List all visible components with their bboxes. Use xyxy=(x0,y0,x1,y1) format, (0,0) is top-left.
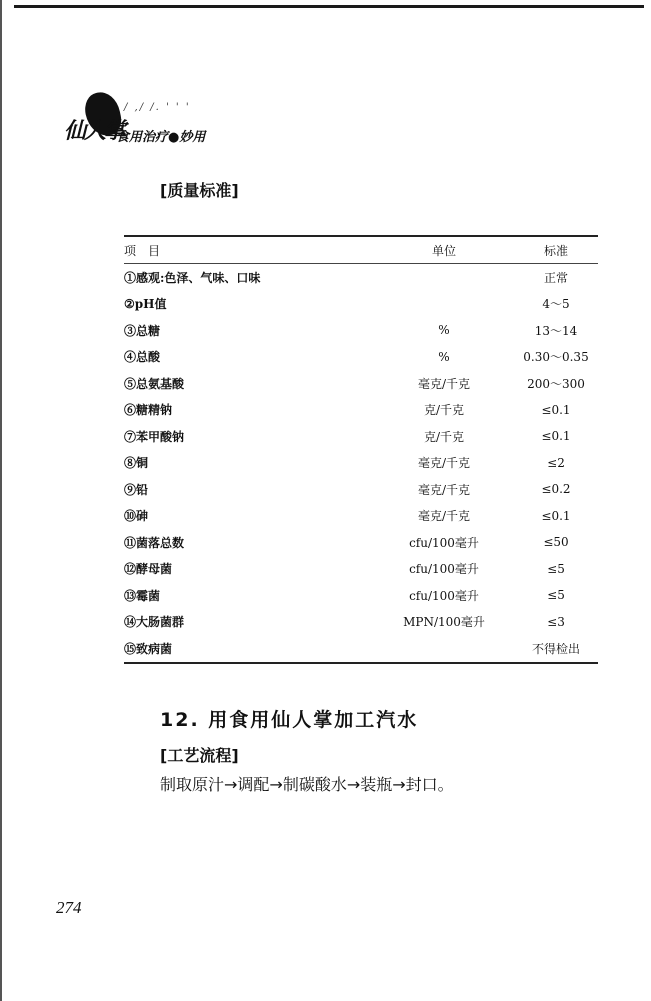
table-row xyxy=(124,635,598,663)
row-standard: ≤0.1 xyxy=(541,429,571,444)
table-row xyxy=(124,450,598,477)
table-row xyxy=(124,529,598,556)
row-unit: 克/千克 xyxy=(423,429,465,444)
row-unit: 毫克/千克 xyxy=(417,482,471,497)
table-row xyxy=(124,556,598,583)
row-item: ⑤总氨基酸 xyxy=(124,376,185,391)
table-row xyxy=(124,609,598,636)
column-header-unit: 单位 xyxy=(431,243,456,258)
row-item: ①感观:色泽、气味、口味 xyxy=(124,270,261,285)
column-header-standard: 标准 xyxy=(543,243,568,258)
process-heading: [工艺流程] xyxy=(160,746,239,765)
row-unit: % xyxy=(438,323,450,338)
row-unit xyxy=(374,264,514,291)
row-item: ②pH值 xyxy=(124,297,167,312)
row-item: ⑦苯甲酸钠 xyxy=(124,429,185,444)
row-unit: 毫克/千克 xyxy=(417,456,471,471)
row-unit xyxy=(374,635,514,663)
row-standard: ≤0.2 xyxy=(541,482,571,497)
row-item: ④总酸 xyxy=(124,350,161,365)
decorative-strokes: / ,/ /. ' ' ' xyxy=(124,102,191,113)
page-number: 274 xyxy=(56,898,82,917)
row-standard: ≤0.1 xyxy=(541,402,571,417)
row-item: ⑩砷 xyxy=(124,509,149,524)
row-item: ⑮致病菌 xyxy=(124,641,173,656)
table-row xyxy=(124,397,598,424)
row-standard: ≤50 xyxy=(543,535,569,550)
row-item: ⑨铅 xyxy=(124,482,149,497)
row-standard: 4～5 xyxy=(542,297,570,312)
row-item: ⑭大肠菌群 xyxy=(124,615,185,630)
row-standard: 正常 xyxy=(543,270,568,285)
row-unit xyxy=(374,291,514,318)
row-unit: 克/千克 xyxy=(423,403,465,418)
row-standard: ≤5 xyxy=(547,588,565,603)
row-standard: 不得检出 xyxy=(531,641,580,656)
header-rule xyxy=(14,5,644,8)
table-row xyxy=(124,370,598,397)
row-standard: ≤3 xyxy=(547,614,565,629)
section-title: 12. 用食用仙人掌加工汽水 xyxy=(160,709,419,731)
column-header-item: 项 目 xyxy=(124,243,161,258)
page-edge xyxy=(0,0,2,1001)
table-header-row xyxy=(124,236,598,264)
table-row xyxy=(124,423,598,450)
row-standard: 13～14 xyxy=(534,323,578,338)
row-standard: 0.30～0.35 xyxy=(523,350,589,365)
row-standard: 200～300 xyxy=(527,376,585,391)
table-row xyxy=(124,264,598,291)
row-standard: ≤0.1 xyxy=(541,508,571,523)
row-unit: cfu/100毫升 xyxy=(409,588,479,603)
row-unit: % xyxy=(438,349,450,364)
table-row xyxy=(124,291,598,318)
row-item: ⑧铜 xyxy=(124,456,149,471)
row-item: ⑬霉菌 xyxy=(124,588,161,603)
row-item: ⑫酵母菌 xyxy=(124,562,173,577)
row-item: ③总糖 xyxy=(124,323,161,338)
table-row xyxy=(124,476,598,503)
row-unit: MPN/100毫升 xyxy=(403,615,485,630)
row-standard: ≤2 xyxy=(547,455,565,470)
book-logo xyxy=(64,90,234,150)
row-item: ⑥糖精钠 xyxy=(124,403,173,418)
quality-standard-table xyxy=(124,235,598,664)
row-unit: cfu/100毫升 xyxy=(409,562,479,577)
row-unit: 毫克/千克 xyxy=(417,376,471,391)
logo-subtitle: 食用治疗●妙用 xyxy=(116,130,206,145)
table-row xyxy=(124,582,598,609)
table-row xyxy=(124,503,598,530)
process-flow-text: 制取原汁→调配→制碳酸水→装瓶→封口。 xyxy=(160,775,454,794)
quality-standard-heading: [质量标准] xyxy=(160,181,239,200)
row-unit: 毫克/千克 xyxy=(417,509,471,524)
table-row xyxy=(124,317,598,344)
table-row xyxy=(124,344,598,371)
row-standard: ≤5 xyxy=(547,561,565,576)
row-item: ⑪菌落总数 xyxy=(124,535,185,550)
logo-title: 仙人掌 xyxy=(64,118,125,144)
row-unit: cfu/100毫升 xyxy=(409,535,479,550)
